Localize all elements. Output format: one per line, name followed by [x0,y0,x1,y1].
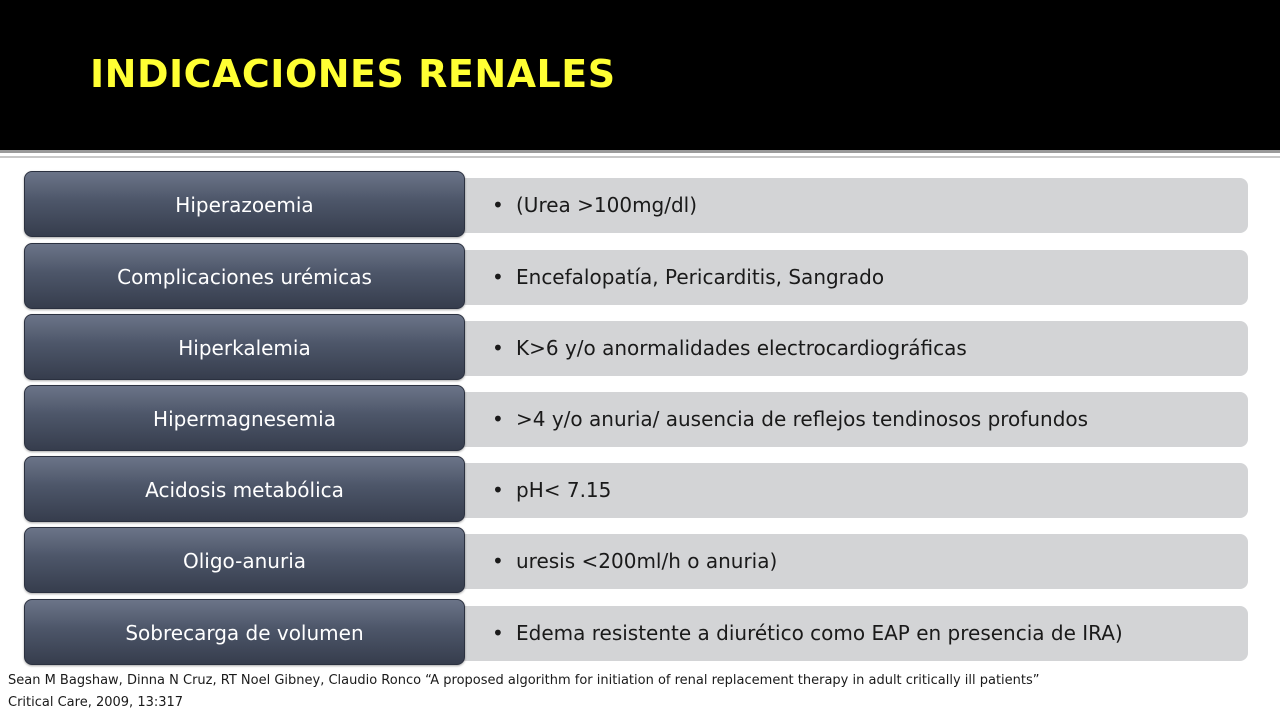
indication-row [0,314,1280,382]
indication-detail-box [440,392,1248,447]
indication-detail: >4 y/o anuria/ ausencia de reflejos tendinosos profundos [516,407,1089,431]
indication-label-tab [24,171,465,237]
bullet-icon: • [492,407,504,431]
indication-detail-box [440,463,1248,518]
indication-row [0,171,1280,239]
indication-label: Complicaciones urémicas [117,265,372,289]
indication-row [0,599,1280,667]
indication-detail: K>6 y/o anormalidades electrocardiográficas [516,336,967,360]
indication-label: Oligo-anuria [182,549,307,573]
indication-label: Sobrecarga de volumen [125,621,364,645]
indication-detail: uresis <200ml/h o anuria) [516,549,778,573]
indication-detail: (Urea >100mg/dl) [516,193,698,217]
indication-detail: Encefalopatía, Pericarditis, Sangrado [516,265,885,289]
indication-label-tab [24,599,465,665]
bullet-icon: • [492,621,504,645]
indication-detail: Edema resistente a diurético como EAP en presencia de IRA) [516,621,1123,645]
indication-label: Hipermagnesemia [153,407,336,431]
indication-label-tab [24,527,465,593]
slide-title: INDICACIONES RENALES [90,52,616,96]
bullet-icon: • [492,336,504,360]
bullet-icon: • [492,265,504,289]
indication-label-tab [24,243,465,309]
indication-detail-box [440,534,1248,589]
indication-label: Acidosis metabólica [145,478,344,502]
bullet-icon: • [492,193,504,217]
indication-detail-box [440,250,1248,305]
bullet-icon: • [492,549,504,573]
indication-label-tab [24,314,465,380]
citation-journal: Critical Care, 2009, 13:317 [8,695,184,710]
indication-label-tab [24,456,465,522]
bullet-icon: • [492,478,504,502]
indication-detail: pH< 7.15 [516,478,612,502]
indication-detail-box [440,606,1248,661]
indication-detail-box [440,178,1248,233]
citation [8,670,1273,714]
indication-row [0,456,1280,524]
indication-row [0,385,1280,453]
citation-authors: Sean M Bagshaw, Dinna N Cruz, RT Noel Gibney, Claudio Ronco “A proposed algorithm for initiation of renal replacement therapy in adult critically ill patients” [8,673,1040,688]
indication-row [0,527,1280,595]
indication-label: Hiperkalemia [178,336,311,360]
indication-detail-box [440,321,1248,376]
indication-label: Hiperazoemia [175,193,314,217]
indication-row [0,243,1280,311]
indication-label-tab [24,385,465,451]
